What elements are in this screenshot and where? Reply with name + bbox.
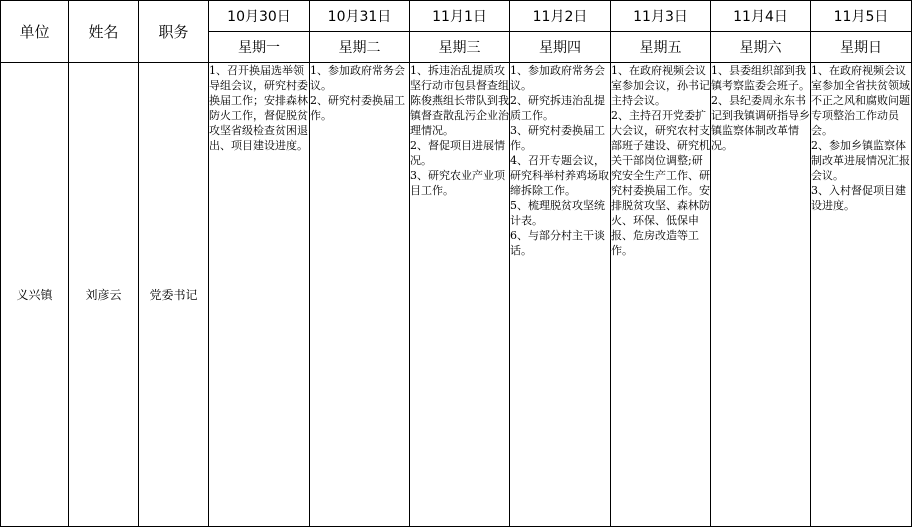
date-cell: 11月2日 — [510, 1, 611, 32]
weekday-cell: 星期日 — [811, 32, 912, 63]
position-cell: 党委书记 — [139, 63, 209, 527]
schedule-cell-saturday — [711, 63, 811, 527]
schedule-item: 5、梳理脱贫攻坚统计表。 — [510, 199, 605, 227]
schedule-item: 4、召开专题会议，研究科举村养鸡场取缔拆除工作。 — [510, 154, 609, 197]
schedule-cell-tuesday — [310, 63, 410, 527]
date-cell: 11月4日 — [711, 1, 811, 32]
weekday-cell: 星期六 — [711, 32, 811, 63]
date-cell: 10月30日 — [209, 1, 310, 32]
schedule-item: 1、参加政府常务会议。 — [310, 64, 405, 92]
schedule-cell-sunday — [811, 63, 912, 527]
date-cell: 11月1日 — [410, 1, 510, 32]
schedule-item: 2、研究拆违治乱提质工作。 — [510, 94, 605, 122]
schedule-cell-wednesday — [410, 63, 510, 527]
header-name: 姓名 — [69, 1, 139, 63]
schedule-cell-thursday — [510, 63, 611, 527]
schedule-item: 2、督促项目进展情况。 — [410, 139, 505, 167]
schedule-item: 1、召开换届选举领导组会议，研究村委换届工作；安排森林防火工作，督促脱贫攻坚省级检查贫困退出、项目建设进度。 — [209, 64, 308, 152]
schedule-item: 3、研究村委换届工作。 — [510, 124, 605, 152]
weekday-cell: 星期三 — [410, 32, 510, 63]
schedule-item: 1、县委组织部到我镇考察监委会班子。 — [711, 64, 810, 92]
schedule-cell-friday — [611, 63, 711, 527]
schedule-item: 1、参加政府常务会议。 — [510, 64, 605, 92]
header-position: 职务 — [139, 1, 209, 63]
weekday-cell: 星期四 — [510, 32, 611, 63]
name-cell: 刘彦云 — [69, 63, 139, 527]
schedule-item: 1、拆违治乱提质攻坚行动市包县督查组陈俊燕组长带队到我镇督查散乱污企业治理情况。 — [410, 64, 509, 137]
weekday-cell: 星期五 — [611, 32, 711, 63]
date-cell: 11月3日 — [611, 1, 711, 32]
schedule-item: 2、县纪委周永东书记到我镇调研指导乡镇监察体制改革情况。 — [711, 94, 810, 152]
date-cell: 11月5日 — [811, 1, 912, 32]
schedule-item: 2、参加乡镇监察体制改革进展情况汇报会议。 — [811, 139, 910, 182]
schedule-item: 1、在政府视频会议室参加全省扶贫领域不正之风和腐败问题专项整治工作动员会。 — [811, 64, 910, 137]
schedule-item: 2、研究村委换届工作。 — [310, 94, 405, 122]
schedule-item: 6、与部分村主干谈话。 — [510, 229, 605, 257]
schedule-cell-monday — [209, 63, 310, 527]
header-unit: 单位 — [1, 1, 69, 63]
date-cell: 10月31日 — [310, 1, 410, 32]
schedule-item: 3、研究农业产业项目工作。 — [410, 169, 505, 197]
schedule-item: 3、入村督促项目建设进度。 — [811, 184, 906, 212]
schedule-item: 2、主持召开党委扩大会议，研究农村支部班子建设、研究机关干部岗位调整;研究安全生产工作、研究村委换届工作。安排脱贫攻坚、森林防火、环保、低保申报、危房改造等工作。 — [611, 109, 710, 257]
weekday-cell: 星期一 — [209, 32, 310, 63]
weekday-cell: 星期二 — [310, 32, 410, 63]
schedule-item: 1、在政府视频会议室参加会议，孙书记主持会议。 — [611, 64, 710, 107]
unit-cell: 义兴镇 — [1, 63, 69, 527]
